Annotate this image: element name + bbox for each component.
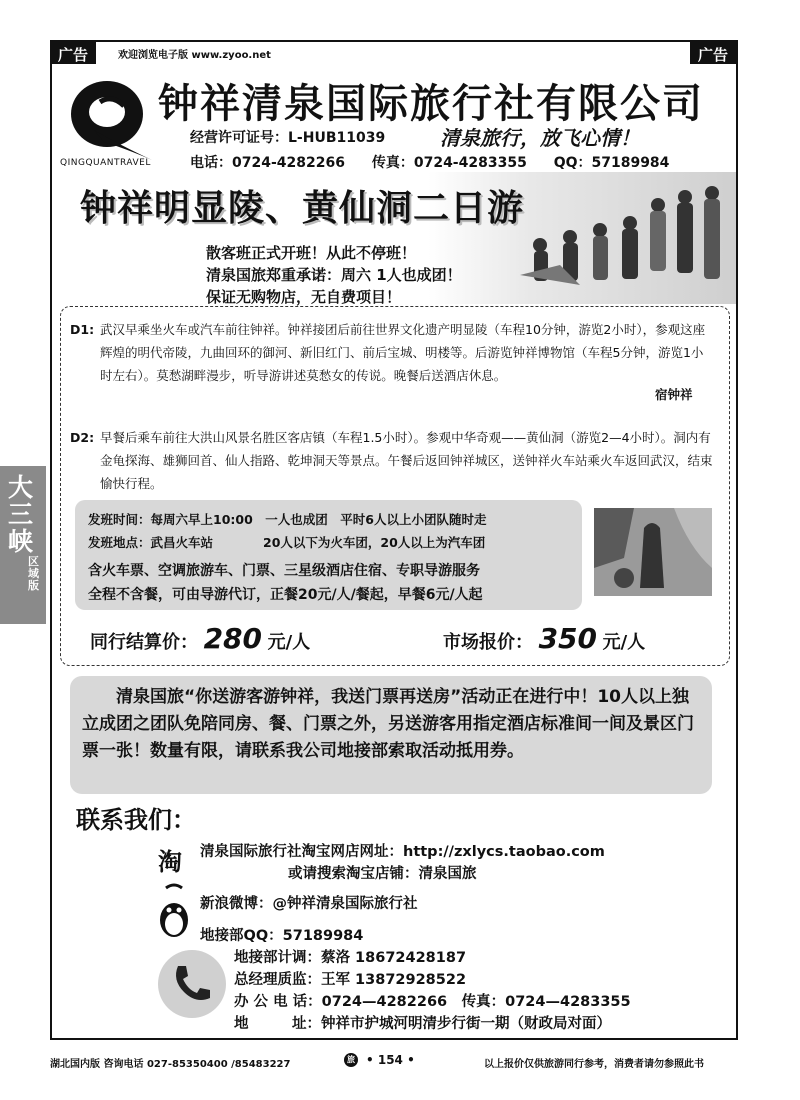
company-logo-icon [64,72,154,162]
page-number: • 154 • [366,1053,415,1067]
header-fax: 传真：0724-4283355 [371,155,527,171]
taobao-url[interactable]: 清泉国际旅行社淘宝网店网址：http://zxlycs.taobao.com [200,844,605,860]
promo-line: 散客班正式开班！从此不停班！ [206,244,417,262]
header-phone: 电话：0724-4282266 [190,155,345,171]
day-text: 武汉早乘坐火车或汽车前往钟祥。钟祥接团后前往世界文化遗产明显陵（车程10分钟，游览2小时），参观这座辉煌的明代帝陵，九曲回环的御河、新旧红门、前后宝城、明楼等。后游览钟祥博物馆（车程5分钟，游览1小时左右）。莫愁湖畔漫步，听导游讲述莫愁女的传说。晚餐后送酒店休息。 [100,322,706,383]
company-name: 钟祥清泉国际旅行社有限公司 [158,81,704,127]
itinerary-day-1 [70,318,714,387]
slogan: 清泉旅行，放飞心情！ [440,126,640,150]
market-price-value: 350 [538,622,598,655]
page-badge-icon: 旅 [344,1053,358,1067]
scenic-photo [594,508,712,596]
market-price: 市场报价： 350 元/人 [443,622,646,655]
license-number: 经营许可证号：L-HUB11039 [190,130,386,146]
phone-icon [156,948,228,1020]
ad-label-left: 广告 [50,40,96,64]
weibo-qq-icon [152,882,196,940]
footer-left: 湖北国内版 咨询电话 027-85350400 /85483227 [50,1059,291,1070]
site-text: 欢迎浏览电子版 www.zyoo.net [118,50,271,61]
taobao-search: 或请搜索淘宝店铺：清泉国旅 [288,866,477,882]
event-text: 清泉国旅“你送游客游钟祥，我送门票再送房”活动正在进行中！10人以上独立成团之团队免陪同房、餐、门票之外，另送游客用指定酒店标准间一间及景区门票一张！数量有限，请联系我公司地接部索取活动抵用券。 [82,687,694,761]
header-qq: QQ：57189984 [553,155,670,171]
side-tab-title: 大三峡 [8,473,34,556]
manager: 总经理质监：王军 13872928522 [234,972,467,988]
depart-place: 发班地点：武昌火车站 20人以下为火车团，20人以上为汽车团 [88,535,486,550]
contact-qq: 地接部QQ：57189984 [200,928,364,944]
contact-title: 联系我们： [76,806,196,834]
promo-line: 清泉国旅郑重承诺：周六 1人也成团！ [206,266,462,284]
depart-time: 发班时间：每周六早上10:00 一人也成团 平时6人以上小团队随时走 [88,512,487,527]
promo-line: 保证无购物店，无自费项目！ [206,288,402,306]
day-text: 早餐后乘车前往大洪山风景名胜区客店镇（车程1.5小时）。参观中华奇观——黄仙洞（游览2—4小时）。洞内有金龟探海、雄狮回首、仙人指路、乾坤洞天等景点。午餐后返回钟祥城区，送钟祥火车站乘火车返回武汉，结束愉快行程。 [100,430,713,491]
day-label: D1: [70,322,95,337]
logo-text: QINGQUANTRAVEL [60,158,151,168]
footer-right: 以上报价仅供旅游同行参考，消费者请勿参照此书 [484,1059,704,1070]
address: 地 址：钟祥市护城河明清步行街一期（财政局对面） [234,1016,611,1032]
crowd-photo [500,175,735,303]
planner: 地接部计调：蔡洛 18672428187 [234,950,467,966]
office-phone: 办 公 电 话：0724—4282266 传真：0724—4283355 [234,994,631,1010]
taobao-icon: 淘 [158,848,182,876]
includes: 含火车票、空调旅游车、门票、三星级酒店住宿、专职导游服务 [88,563,480,579]
day1-stay: 宿钟祥 [655,387,693,402]
ad-label-right: 广告 [690,40,736,64]
peer-price-value: 280 [203,622,263,655]
header-contact [190,152,691,172]
region-side-tab [0,466,46,624]
tour-title: 钟祥明显陵、黄仙洞二日游 [80,188,525,229]
peer-price: 同行结算价： 280 元/人 [90,622,311,655]
promo-lines [206,242,462,308]
side-tab-sub: 区域版 [28,555,39,592]
event-box [70,676,712,794]
itinerary-day-2 [70,426,714,495]
meals: 全程不含餐，可由导游代订，正餐20元/人/餐起，早餐6元/人起 [88,587,483,603]
day-label: D2: [70,430,95,445]
weibo: 新浪微博：@钟祥清泉国际旅行社 [200,896,418,912]
